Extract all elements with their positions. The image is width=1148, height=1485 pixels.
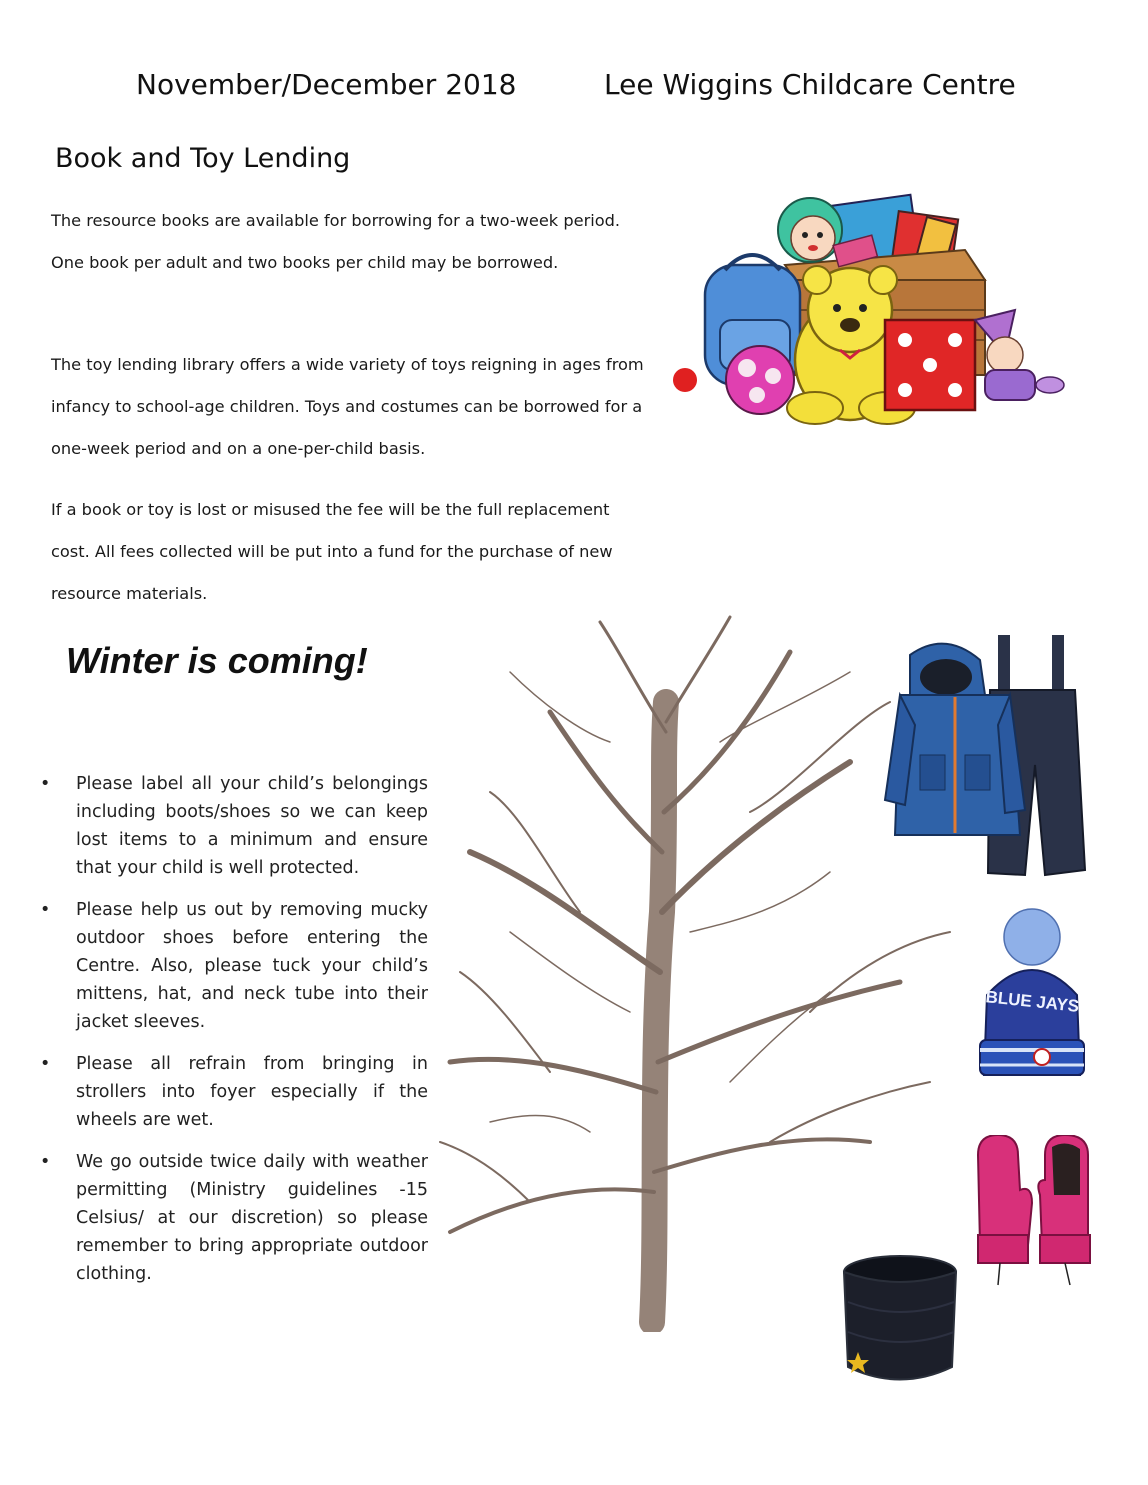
list-item [40,770,428,882]
winter-section-title: Winter is coming! [66,640,368,681]
list-item [40,1050,428,1134]
left-mitten-icon [978,1135,1032,1285]
snowsuit-illustration [880,635,1095,880]
bullet-icon: • [40,1054,51,1074]
bullet-icon: • [40,1152,51,1172]
toys-illustration [665,180,1065,430]
neck-tube-illustration [838,1252,963,1387]
dice-icon [885,320,975,410]
neck-tube-icon [838,1252,963,1387]
bullet-text: Please all refrain from bringing in strollers into foyer especially if the wheels are wet. [76,1054,428,1130]
toque-illustration [972,905,1092,1080]
mittens-illustration [970,1135,1105,1290]
elf-toy-icon [975,310,1064,400]
list-item [40,896,428,1036]
bullet-icon: • [40,774,51,794]
lending-section-title: Book and Toy Lending [55,143,351,174]
winter-bullet-list [40,770,428,1302]
bullet-text: Please label all your child’s belongings including boots/shoes so we can keep lost items to a minimum and ensure that your child is well protected. [76,774,428,878]
newsletter-date: November/December 2018 [136,68,517,101]
toque-icon [972,905,1092,1080]
lending-paragraph-toys: The toy lending library offers a wide variety of toys reigning in ages from infancy to school-age children. Toys and costumes can be borrowed for a one-week period and on a one-per-child basis. [51,355,644,458]
toque-label: BLUE JAYS [984,987,1081,1016]
bullet-icon: • [40,900,51,920]
centre-name: Lee Wiggins Childcare Centre [604,68,1016,101]
list-item [40,1148,428,1288]
lending-paragraph-fees: If a book or toy is lost or misused the fee will be the full replacement cost. All fees collected will be put into a fund for the purchase of new resource materials. [51,500,613,603]
right-mitten-icon [1038,1135,1090,1285]
lending-paragraph-books: The resource books are available for borrowing for a two-week period. One book per adult and two books per child may be borrowed. [51,211,621,272]
bullet-text: We go outside twice daily with weather permitting (Ministry guidelines -15 Celsius/ at our discretion) so please remember to bring appropriate outdoor clothing. [76,1152,428,1284]
bullet-text: Please help us out by removing mucky outdoor shoes before entering the Centre. Also, please tuck your child’s mittens, hat, and neck tube into their jacket sleeves. [76,900,428,1032]
